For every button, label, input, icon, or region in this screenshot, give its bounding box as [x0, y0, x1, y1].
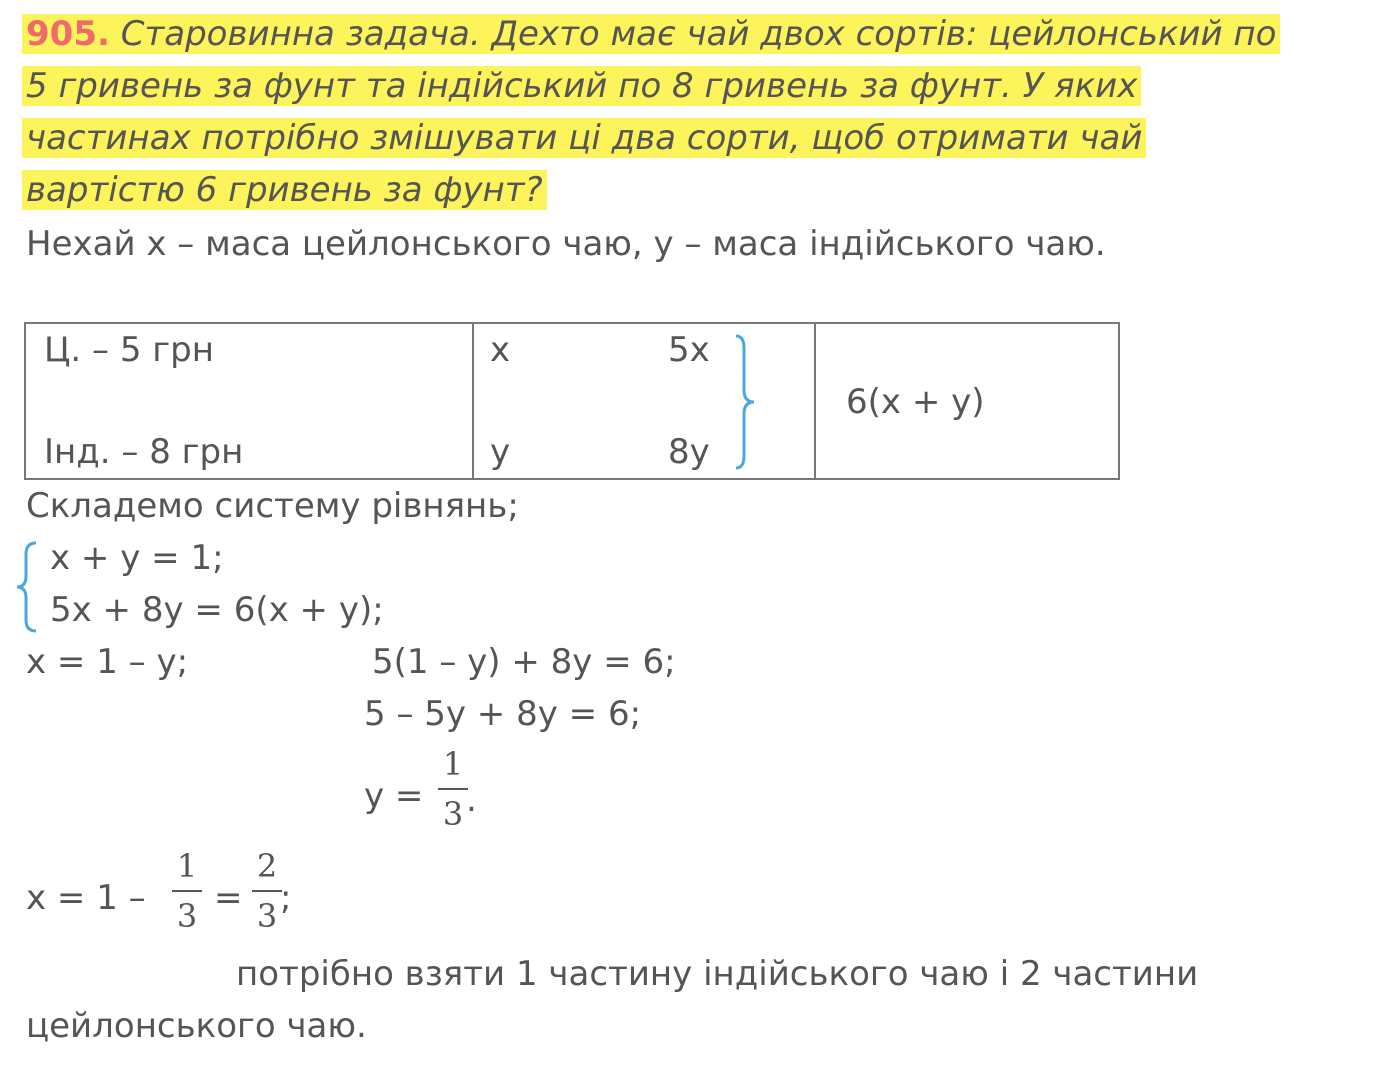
system-intro: Складемо систему рівнянь; — [26, 486, 519, 526]
x-fraction-2-numerator: 2 — [256, 847, 278, 885]
x-fraction-1 — [172, 846, 202, 936]
table-row2-var: y — [490, 432, 511, 472]
x-suffix: ; — [280, 878, 292, 918]
x-equals: = — [214, 878, 243, 918]
problem-number: 905. — [26, 14, 110, 54]
table-cell-labels — [25, 323, 473, 479]
table-row1-var: x — [490, 330, 511, 370]
table-row2-label: Інд. – 8 грн — [44, 432, 244, 472]
substitution-step-1: 5(1 – y) + 8y = 6; — [372, 642, 676, 682]
problem-text-2: 5 гривень за фунт та індійський по 8 гривень за фунт. У яких — [22, 66, 1141, 106]
y-prefix: y = — [364, 776, 424, 816]
problem-text-3: частинах потрібно змішувати ці два сорти, щоб отримати чай — [22, 118, 1146, 158]
fraction-bar — [172, 890, 202, 892]
problem-text-1: Старовинна задача. Дехто має чай двох сортів: цейлонський по — [120, 14, 1277, 54]
problem-line-2 — [22, 64, 1141, 108]
answer-line-1: потрібно взяти 1 частину індійського чаю і 2 частини — [236, 954, 1199, 994]
system-eq1: x + y = 1; — [50, 538, 224, 578]
let-statement: Нехай x – маса цейлонського чаю, y – маса індійського чаю. — [26, 224, 1106, 264]
x-fraction-1-denominator: 3 — [176, 897, 198, 935]
right-brace-icon — [732, 332, 762, 472]
problem-line-1 — [22, 12, 1280, 56]
table-cell-values — [473, 323, 815, 479]
y-numerator: 1 — [442, 745, 464, 783]
x-prefix: x = 1 – — [26, 878, 146, 918]
table-total: 6(x + y) — [846, 382, 985, 422]
y-denominator: 3 — [442, 795, 464, 833]
y-fraction — [438, 744, 468, 834]
system-eq2: 5x + 8y = 6(x + y); — [50, 590, 384, 630]
table-row1-cost: 5x — [668, 330, 710, 370]
problem-text-4: вартістю 6 гривень за фунт? — [22, 170, 547, 210]
substitution-step-2: 5 – 5y + 8y = 6; — [364, 694, 642, 734]
x-fraction-2 — [252, 846, 282, 936]
table-row2-cost: 8y — [668, 432, 710, 472]
fraction-bar — [438, 788, 468, 790]
left-brace-icon — [12, 540, 42, 634]
data-table — [24, 322, 1120, 480]
x-fraction-2-denominator: 3 — [256, 897, 278, 935]
x-fraction-1-numerator: 1 — [176, 847, 198, 885]
table-cell-total — [815, 323, 1119, 479]
y-suffix: . — [466, 780, 477, 820]
answer-line-2: цейлонського чаю. — [26, 1006, 367, 1046]
problem-line-3 — [22, 116, 1146, 160]
table-row1-label: Ц. – 5 грн — [44, 330, 214, 370]
fraction-bar — [252, 890, 282, 892]
x-expression: x = 1 – y; — [26, 642, 189, 682]
problem-line-4 — [22, 168, 547, 212]
